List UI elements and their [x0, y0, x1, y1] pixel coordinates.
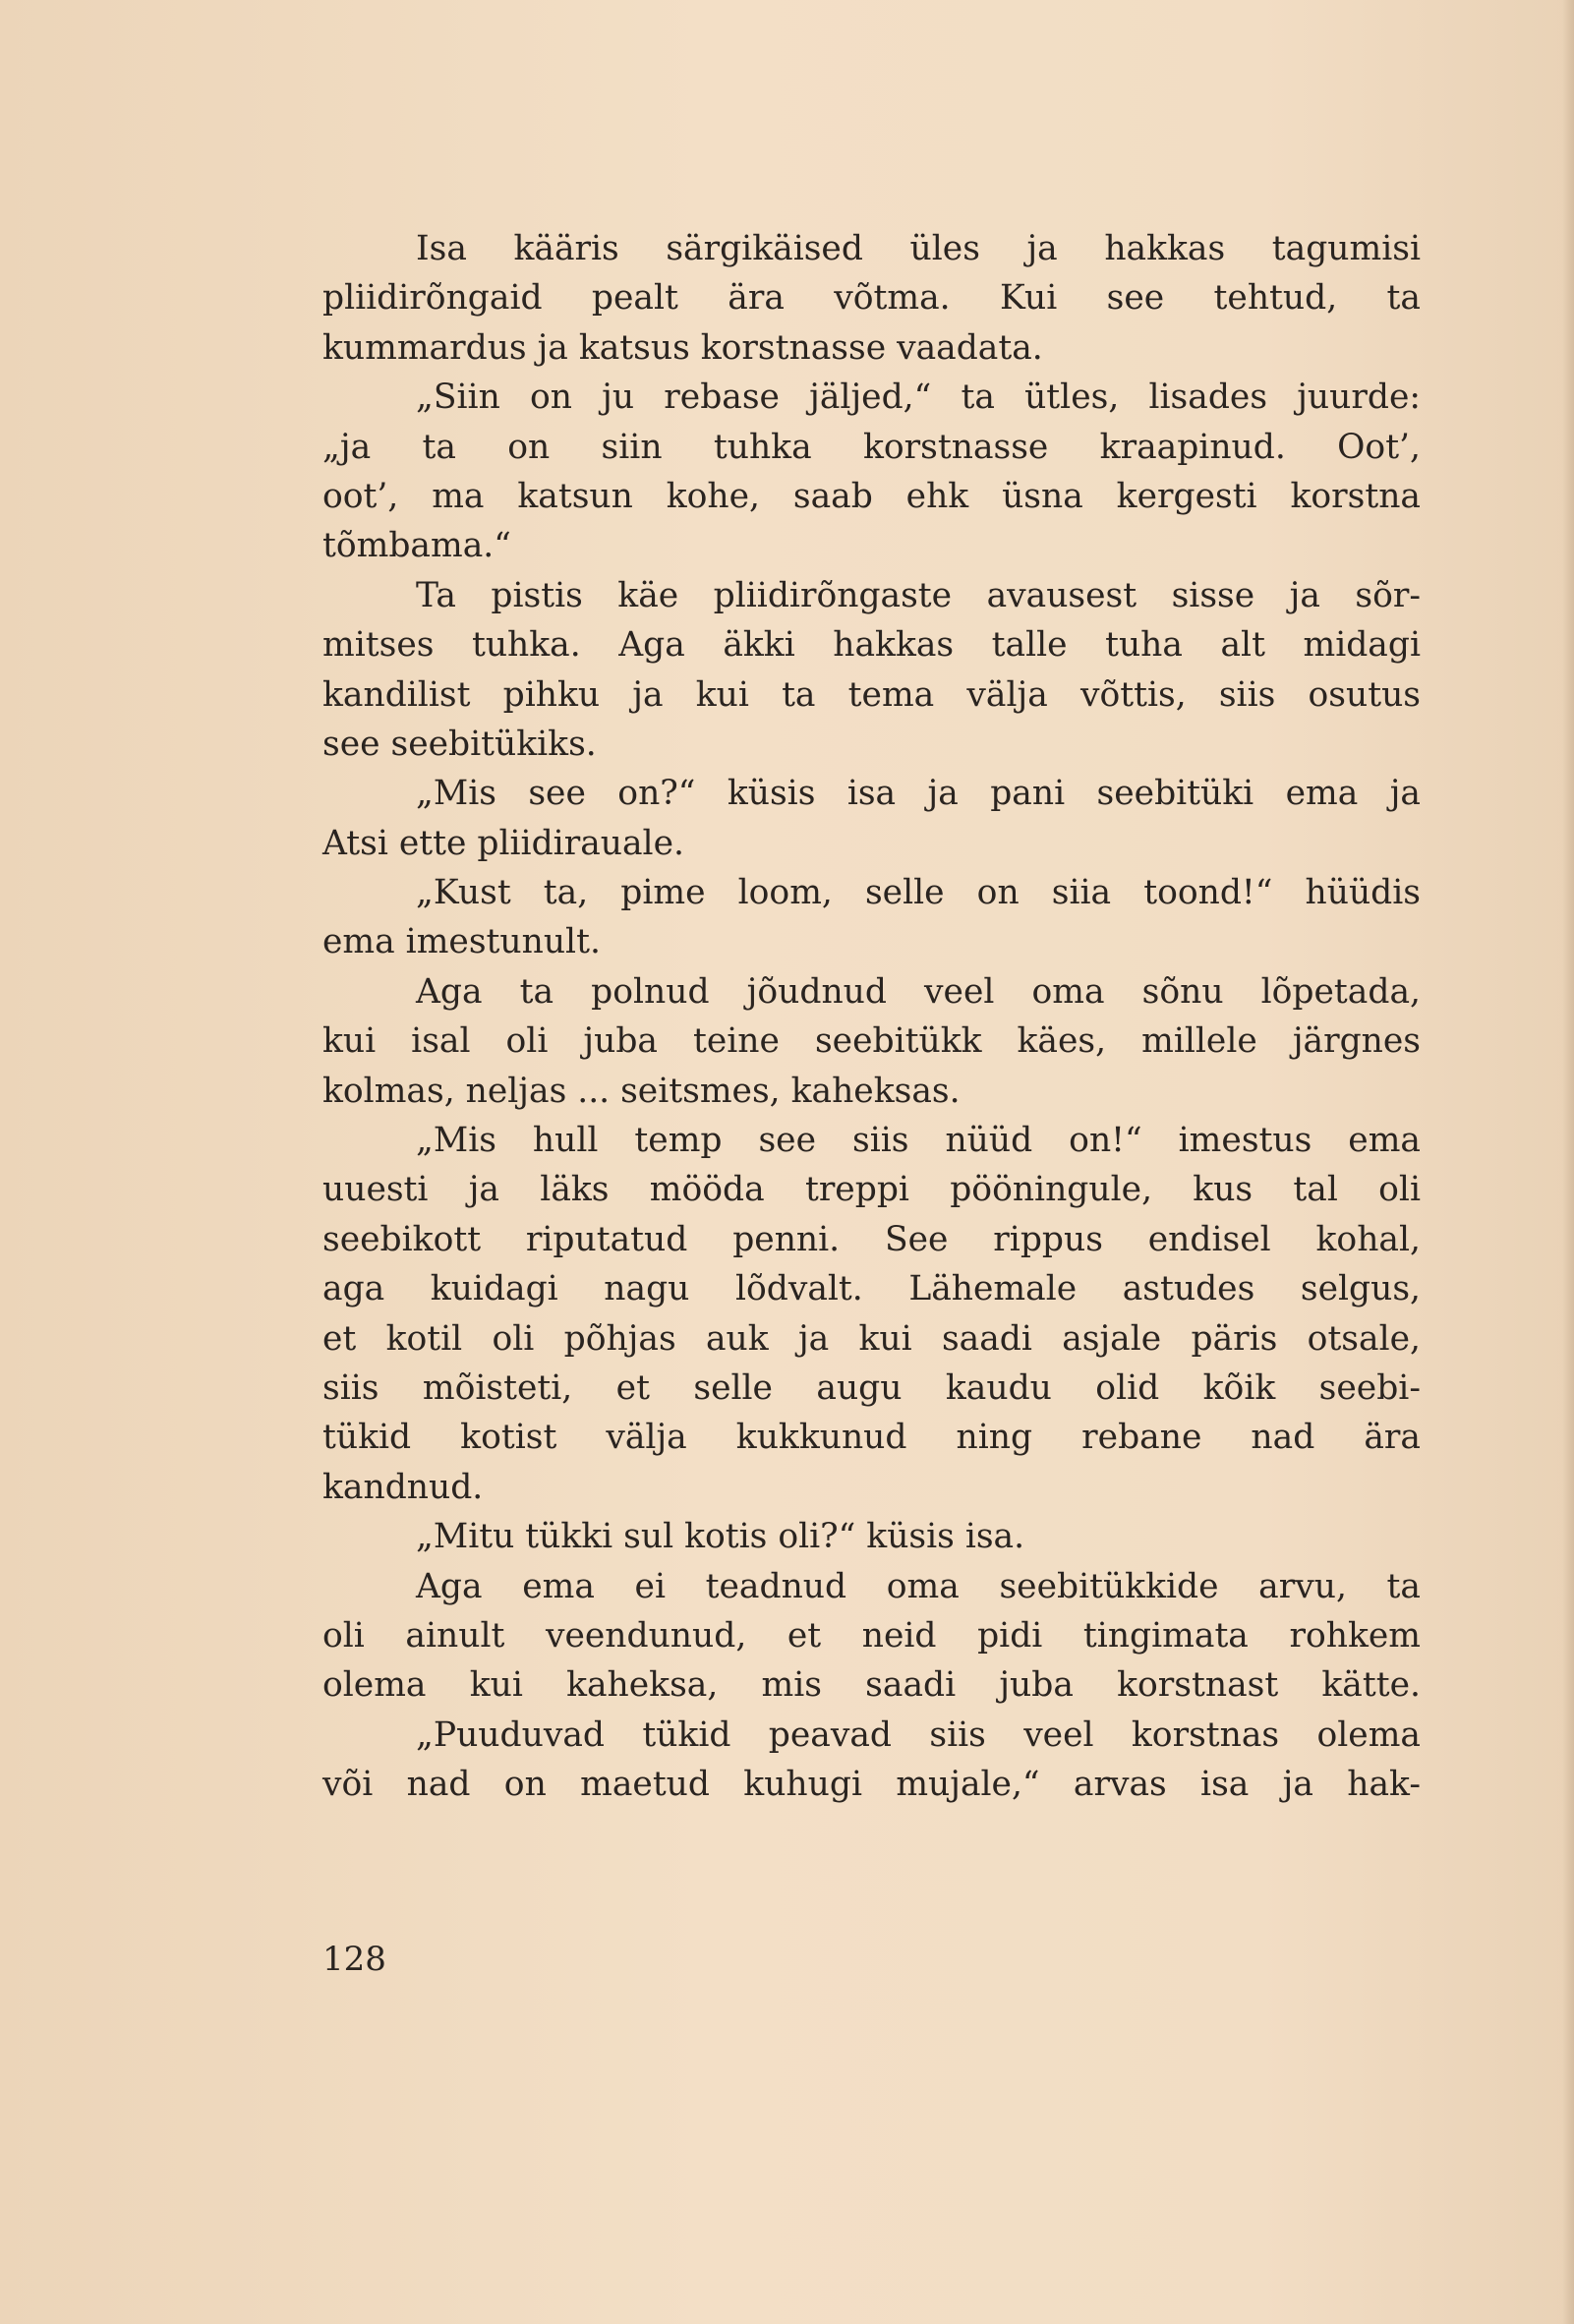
text-line: siis mõisteti, et selle augu kaudu olid kõik seebi- [322, 1367, 1421, 1408]
text-line: „Mis see on?“ küsis isa ja pani seebitüki ema ja [416, 774, 1421, 814]
text-line: tõmbama.“ [322, 526, 511, 566]
text-line: kui isal oli juba teine seebitükk käes, millele järgnes [322, 1021, 1421, 1062]
text-line: kummardus ja katsus korstnasse vaadata. [322, 327, 1043, 368]
text-line: Atsi ette pliidirauale. [322, 823, 684, 863]
text-line: Aga ema ei teadnud oma seebitükkide arvu, ta [416, 1566, 1421, 1606]
text-line: olema kui kaheksa, mis saadi juba korstnast kätte. [322, 1665, 1421, 1706]
text-line: „Siin on ju rebase jäljed,“ ta ütles, lisades juurde: [416, 378, 1421, 418]
text-line: oli ainult veendunud, et neid pidi tingimata rohkem [322, 1615, 1421, 1656]
text-line: „ja ta on siin tuhka korstnasse kraapinud. Oot’, [322, 427, 1421, 467]
text-line: uuesti ja läks mööda treppi pööningule, kus tal oli [322, 1170, 1421, 1210]
text-line: et kotil oli põhjas auk ja kui saadi asjale päris otsale, [322, 1318, 1421, 1359]
text-line: „Mis hull temp see siis nüüd on!“ imestus ema [416, 1121, 1421, 1161]
text-line: kandilist pihku ja kui ta tema välja võttis, siis osutus [322, 674, 1421, 715]
text-line: „Mitu tükki sul kotis oli?“ küsis isa. [416, 1517, 1025, 1557]
text-line: mitses tuhka. Aga äkki hakkas talle tuha alt midagi [322, 625, 1421, 666]
text-line: aga kuidagi nagu lõdvalt. Lähemale astudes selgus, [322, 1269, 1421, 1309]
text-line: Aga ta polnud jõudnud veel oma sõnu lõpetada, [416, 971, 1421, 1012]
page-number: 128 [322, 1940, 386, 1979]
text-line: pliidirõngaid pealt ära võtma. Kui see tehtud, ta [322, 278, 1421, 319]
text-line: kandnud. [322, 1467, 484, 1507]
text-line: seebikott riputatud penni. See rippus endisel kohal, [322, 1219, 1421, 1259]
text-line: ema imestunult. [322, 922, 601, 962]
text-line: „Puuduvad tükid peavad siis veel korstnas olema [416, 1714, 1421, 1755]
text-line: tükid kotist välja kukkunud ning rebane nad ära [322, 1418, 1421, 1458]
text-line: see seebitükiks. [322, 724, 597, 764]
text-line: Ta pistis käe pliidirõngaste avausest sisse ja sõr- [416, 575, 1421, 615]
text-line: „Kust ta, pime loom, selle on siia toond!“ hüüdis [416, 873, 1421, 913]
text-line: või nad on maetud kuhugi mujale,“ arvas isa ja hak- [322, 1765, 1421, 1805]
page-edge-shadow [1562, 0, 1574, 2324]
page-body-text [322, 224, 1421, 1810]
text-line: Isa kääris särgikäised üles ja hakkas tagumisi [416, 229, 1421, 268]
text-line: kolmas, neljas ... seitsmes, kaheksas. [322, 1071, 961, 1111]
text-line: oot’, ma katsun kohe, saab ehk üsna kergesti korstna [322, 476, 1421, 516]
